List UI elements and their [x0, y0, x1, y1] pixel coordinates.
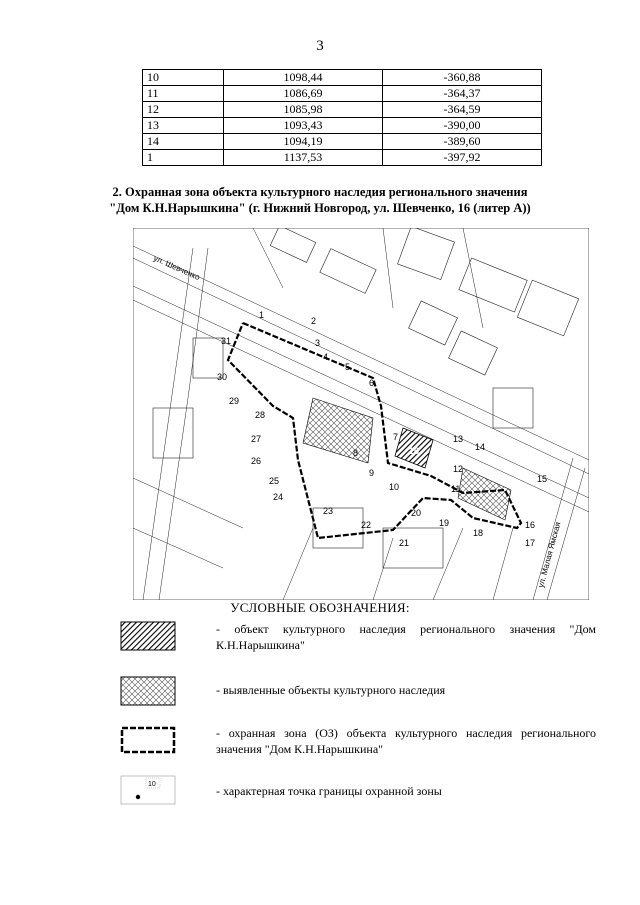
dense-hatch-swatch-icon	[120, 621, 176, 651]
cross-hatch-swatch-icon	[120, 676, 176, 706]
svg-text:30: 30	[217, 372, 228, 382]
table-row: 10 1098,44 -360,88	[143, 70, 542, 86]
svg-text:15: 15	[537, 474, 548, 484]
coordinates-table	[142, 69, 542, 166]
svg-text:ул. Малая Ямская: ул. Малая Ямская	[536, 520, 563, 589]
svg-text:19: 19	[439, 518, 450, 528]
svg-text:31: 31	[221, 336, 232, 346]
table-row: 11 1086,69 -364,37	[143, 86, 542, 102]
svg-text:6: 6	[369, 378, 375, 388]
svg-text:16: 16	[409, 446, 420, 456]
svg-text:29: 29	[229, 396, 240, 406]
svg-text:23: 23	[323, 506, 334, 516]
svg-text:5: 5	[345, 362, 351, 372]
svg-text:12: 12	[453, 464, 464, 474]
section-heading-line2: "Дом К.Н.Нарышкина" (г. Нижний Новгород, ул. Шевченко, 16 (литер А))	[109, 201, 531, 215]
protection-zone-map	[133, 228, 589, 600]
section-heading	[90, 184, 550, 216]
svg-text:10: 10	[389, 482, 400, 492]
svg-text:28: 28	[255, 410, 266, 420]
svg-text:14: 14	[475, 442, 486, 452]
svg-text:9: 9	[369, 468, 375, 478]
svg-text:1: 1	[259, 310, 265, 320]
svg-text:7: 7	[393, 432, 399, 442]
table-row: 12 1085,98 -364,59	[143, 102, 542, 118]
svg-text:25: 25	[269, 476, 280, 486]
svg-text:3: 3	[315, 338, 321, 348]
svg-text:18: 18	[473, 528, 484, 538]
svg-text:21: 21	[399, 538, 410, 548]
svg-text:17: 17	[525, 538, 536, 548]
svg-text:10: 10	[148, 781, 156, 788]
svg-text:13: 13	[453, 434, 464, 444]
svg-text:27: 27	[251, 434, 262, 444]
legend-title: УСЛОВНЫЕ ОБОЗНАЧЕНИЯ:	[230, 600, 410, 615]
table-row: 13 1093,43 -390,00	[143, 118, 542, 134]
svg-text:11: 11	[451, 484, 461, 494]
boundary-point-icon	[120, 775, 176, 805]
dashed-border-swatch-icon	[120, 725, 176, 755]
section-heading-line1: 2. Охранная зона объекта культурного наследия регионального значения	[112, 185, 528, 199]
svg-text:8: 8	[353, 448, 359, 458]
svg-text:24: 24	[273, 492, 284, 502]
svg-text:ул. Шевченко: ул. Шевченко	[152, 253, 202, 283]
svg-text:16: 16	[525, 520, 536, 530]
svg-text:26: 26	[251, 456, 262, 466]
svg-text:20: 20	[411, 508, 422, 518]
svg-text:22: 22	[361, 520, 372, 530]
svg-text:4: 4	[323, 352, 329, 362]
svg-text:2: 2	[311, 316, 317, 326]
table-row: 14 1094,19 -389,60	[143, 134, 542, 150]
table-row: 1 1137,53 -397,92	[143, 150, 542, 166]
page-number: 3	[316, 38, 324, 54]
